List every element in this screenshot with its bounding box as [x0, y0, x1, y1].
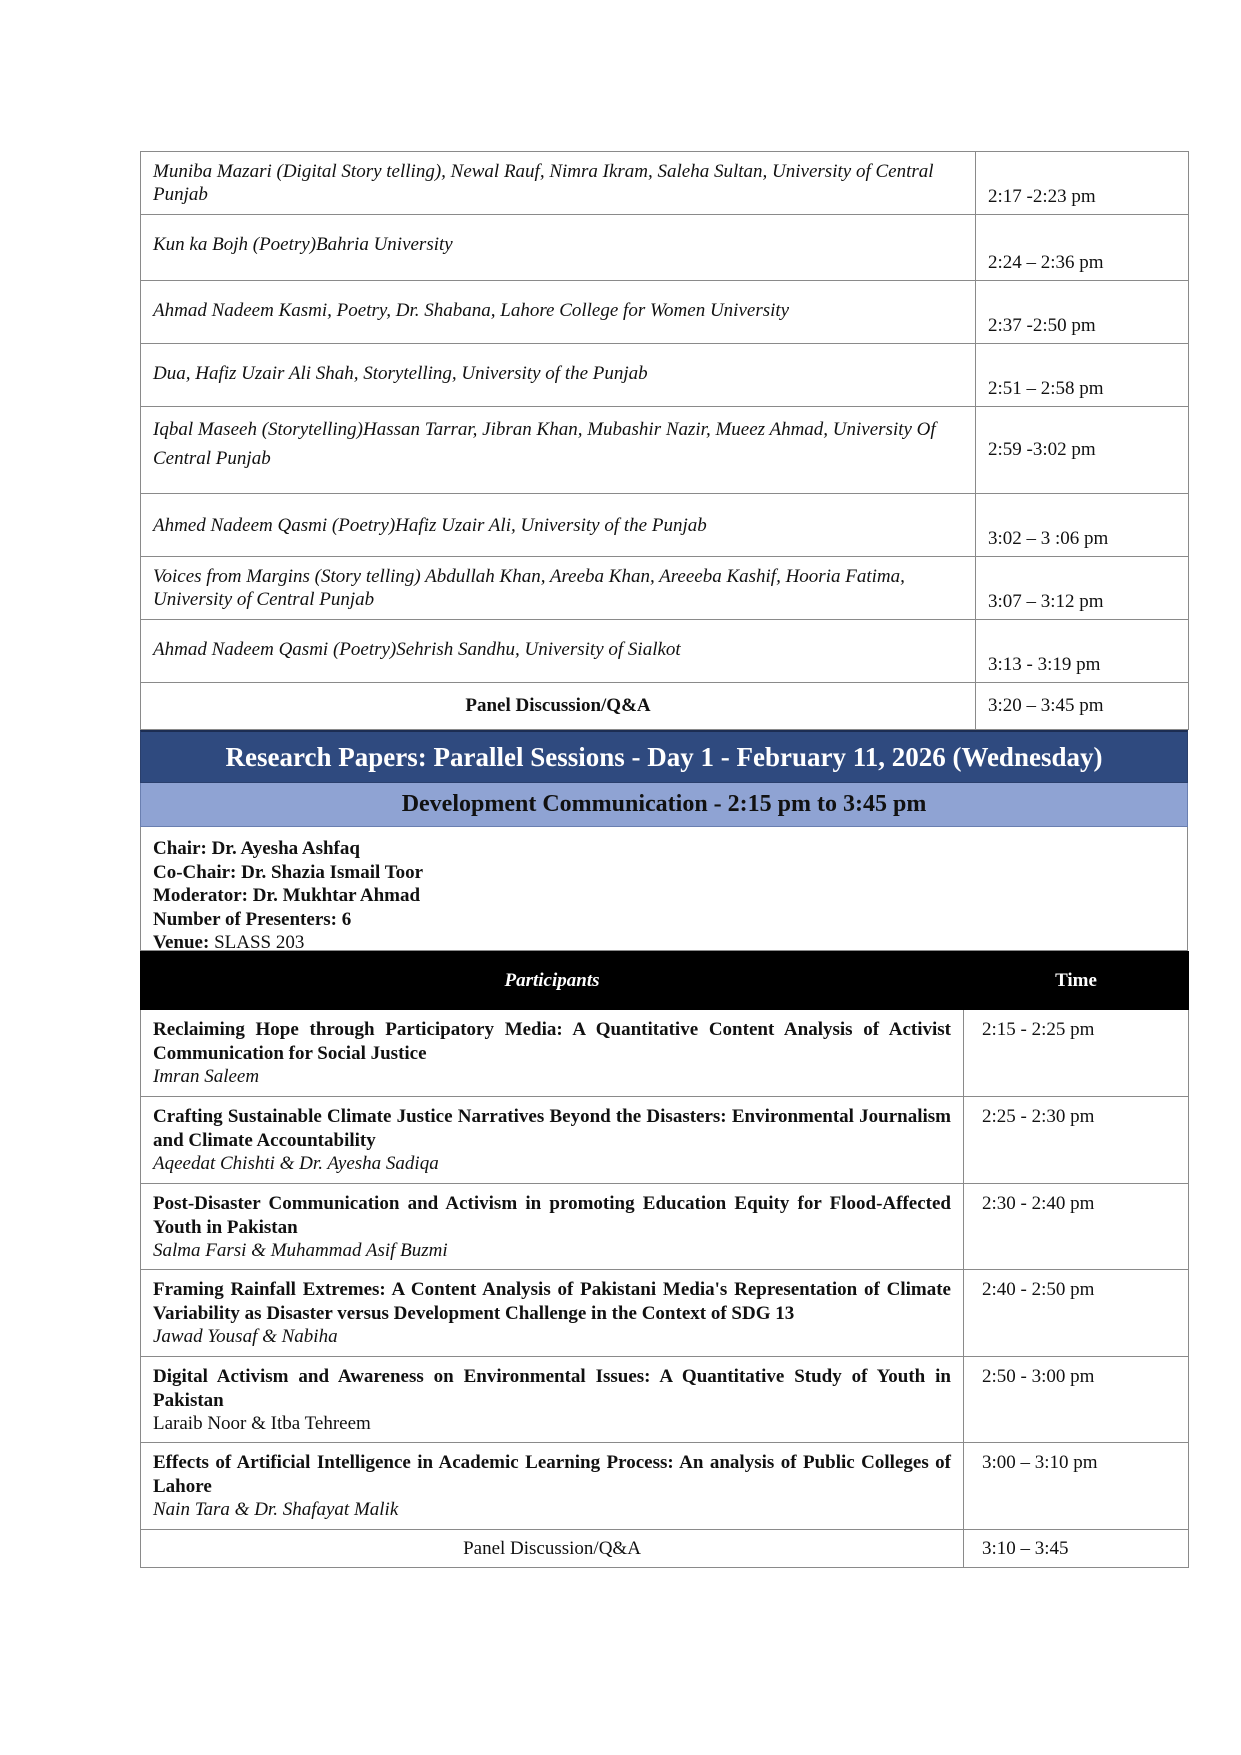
time-cell: 2:37 -2:50 pm: [976, 281, 1189, 344]
table-row: [141, 344, 1189, 407]
paper-time: 2:40 - 2:50 pm: [964, 1270, 1189, 1357]
paper-cell: [141, 1010, 964, 1097]
participant-cell: Dua, Hafiz Uzair Ali Shah, Storytelling, University of the Punjab: [141, 344, 976, 407]
table-row: [141, 494, 1189, 557]
schedule-page: [140, 151, 1188, 1568]
paper-authors: Imran Saleem: [153, 1066, 260, 1087]
table-row: [141, 407, 1189, 494]
time-cell: 3:02 – 3 :06 pm: [976, 494, 1189, 557]
table-row: [141, 1270, 1189, 1357]
time-header: Time: [964, 952, 1189, 1010]
paper-time: 3:00 – 3:10 pm: [964, 1443, 1189, 1530]
paper-cell: [141, 1443, 964, 1530]
paper-title: Framing Rainfall Extremes: A Content Analysis of Pakistani Media's Representation of Climate Variability as Disaster versus Development Challenge in the Context of SDG 13: [153, 1279, 951, 1324]
table-row: [141, 152, 1189, 215]
table-row: [141, 557, 1189, 620]
session-cochair: Co-Chair: Dr. Shazia Ismail Toor: [153, 861, 424, 883]
session-title: Development Communication - 2:15 pm to 3:45 pm: [140, 783, 1188, 827]
session-chair: Chair: Dr. Ayesha Ashfaq: [153, 838, 360, 859]
paper-time: 2:25 - 2:30 pm: [964, 1097, 1189, 1184]
participant-cell: Voices from Margins (Story telling) Abdullah Khan, Areeba Khan, Areeeba Kashif, Hooria Fatima, University of Central Punjab: [141, 557, 976, 620]
panel-discussion-time: 3:10 – 3:45: [964, 1530, 1189, 1568]
table-row: [141, 1443, 1189, 1530]
table-row: [141, 1184, 1189, 1270]
paper-authors: Nain Tara & Dr. Shafayat Malik: [153, 1499, 399, 1520]
table-row: [141, 1530, 1189, 1568]
table-row: [141, 281, 1189, 344]
paper-cell: [141, 1270, 964, 1357]
time-cell: 3:07 – 3:12 pm: [976, 557, 1189, 620]
table-row: [141, 1010, 1189, 1097]
session-info: [140, 827, 1188, 951]
paper-authors: Salma Farsi & Muhammad Asif Buzmi: [153, 1240, 448, 1261]
venue-label: Venue:: [153, 932, 210, 953]
session-moderator: Moderator: Dr. Mukhtar Ahmad: [153, 885, 421, 906]
panel-discussion-label: Panel Discussion/Q&A: [141, 683, 976, 730]
time-cell: 2:17 -2:23 pm: [976, 152, 1189, 215]
paper-time: 2:50 - 3:00 pm: [964, 1357, 1189, 1443]
performances-table: [140, 151, 1189, 730]
paper-title: Effects of Artificial Intelligence in Academic Learning Process: An analysis of Public Colleges of Lahore: [153, 1452, 951, 1497]
paper-cell: [141, 1184, 964, 1270]
time-cell: 2:59 -3:02 pm: [976, 407, 1189, 494]
participant-cell: Ahmad Nadeem Kasmi, Poetry, Dr. Shabana, Lahore College for Women University: [141, 281, 976, 344]
session-presenters: Number of Presenters: 6: [153, 908, 352, 930]
paper-cell: [141, 1097, 964, 1184]
paper-cell: [141, 1357, 964, 1443]
paper-authors: Laraib Noor & Itba Tehreem: [153, 1413, 371, 1434]
participants-header: Participants: [141, 952, 964, 1010]
table-row: [141, 1357, 1189, 1443]
paper-title: Digital Activism and Awareness on Environmental Issues: A Quantitative Study of Youth in Pakistan: [153, 1366, 951, 1411]
paper-time: 2:15 - 2:25 pm: [964, 1010, 1189, 1097]
paper-title: Reclaiming Hope through Participatory Media: A Quantitative Content Analysis of Activist Communication for Social Justice: [153, 1019, 951, 1064]
paper-title: Crafting Sustainable Climate Justice Narratives Beyond the Disasters: Environmental Journalism and Climate Accountability: [153, 1106, 951, 1151]
panel-discussion-label: Panel Discussion/Q&A: [141, 1530, 964, 1568]
participant-cell: Iqbal Maseeh (Storytelling)Hassan Tarrar, Jibran Khan, Mubashir Nazir, Mueez Ahmad, University Of Central Punjab: [141, 407, 976, 494]
paper-authors: Aqeedat Chishti & Dr. Ayesha Sadiqa: [153, 1153, 439, 1174]
time-cell: 2:51 – 2:58 pm: [976, 344, 1189, 407]
participant-cell: Ahmed Nadeem Qasmi (Poetry)Hafiz Uzair Ali, University of the Punjab: [141, 494, 976, 557]
table-row: [141, 215, 1189, 281]
participant-cell: Ahmad Nadeem Qasmi (Poetry)Sehrish Sandhu, University of Sialkot: [141, 620, 976, 683]
participant-cell: Kun ka Bojh (Poetry)Bahria University: [141, 215, 976, 281]
paper-time: 2:30 - 2:40 pm: [964, 1184, 1189, 1270]
paper-title: Post-Disaster Communication and Activism in promoting Education Equity for Flood-Affected Youth in Pakistan: [153, 1193, 951, 1238]
table-row: [141, 620, 1189, 683]
table-row: [141, 1097, 1189, 1184]
papers-table: [140, 951, 1189, 1568]
venue-value: SLASS 203: [214, 932, 305, 953]
table-row: [141, 683, 1189, 730]
panel-discussion-time: 3:20 – 3:45 pm: [976, 683, 1189, 730]
participant-cell: Muniba Mazari (Digital Story telling), Newal Rauf, Nimra Ikram, Saleha Sultan, University of Central Punjab: [141, 152, 976, 215]
parallel-sessions-banner: Research Papers: Parallel Sessions - Day 1 - February 11, 2026 (Wednesday): [140, 730, 1188, 783]
time-cell: 3:13 - 3:19 pm: [976, 620, 1189, 683]
paper-authors: Jawad Yousaf & Nabiha: [153, 1326, 338, 1347]
time-cell: 2:24 – 2:36 pm: [976, 215, 1189, 281]
